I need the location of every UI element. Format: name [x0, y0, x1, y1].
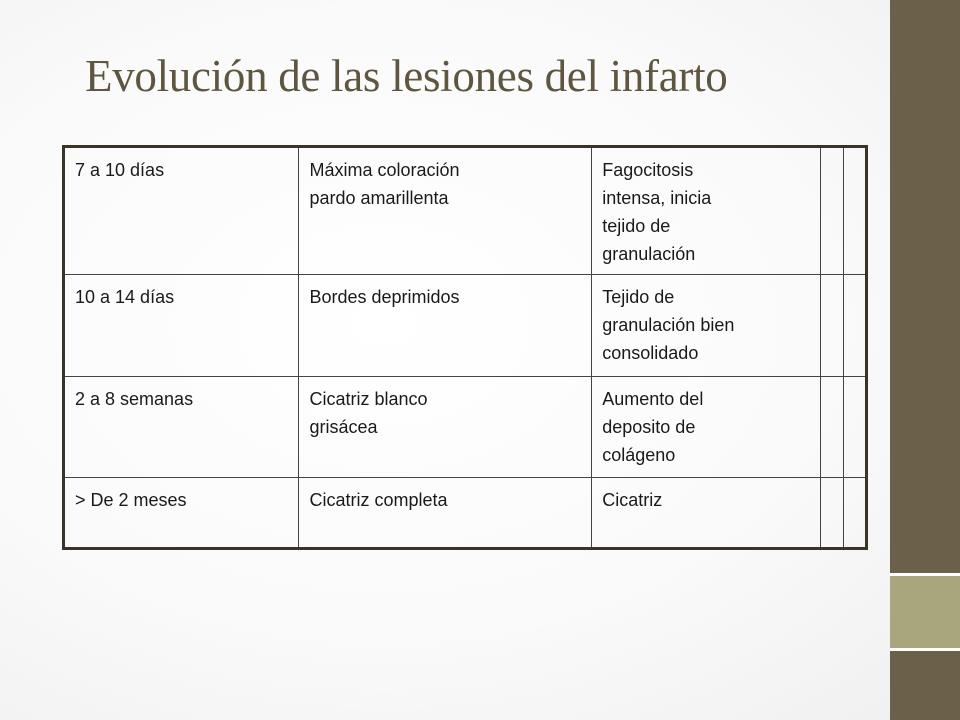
table-cell-gross: [299, 377, 592, 478]
table-cell-time: [64, 377, 299, 478]
sidebar-band-middle: [890, 575, 960, 650]
table-row: [64, 478, 867, 549]
sidebar-divider-bottom: [890, 648, 960, 651]
cell-text: 2 a 8 semanas: [75, 389, 194, 409]
cell-text: Aumento del deposito de colágeno: [602, 389, 704, 465]
cell-text: 7 a 10 días: [75, 160, 165, 180]
cell-text: 10 a 14 días: [75, 287, 175, 307]
slide-title: Evolución de las lesiones del infarto: [85, 51, 728, 101]
table-cell-empty: [843, 478, 866, 549]
table-cell-empty: [821, 147, 843, 275]
sidebar-band-bottom: [890, 650, 960, 720]
cell-text: Bordes deprimidos: [309, 287, 460, 307]
table-cell-time: [64, 147, 299, 275]
table-cell-empty: [843, 147, 866, 275]
cell-text: Cicatriz blanco grisácea: [309, 389, 428, 437]
table-row: [64, 275, 867, 377]
table-cell-micro: [592, 147, 821, 275]
table-cell-empty: [821, 478, 843, 549]
table-cell-time: [64, 275, 299, 377]
table-cell-gross: [299, 147, 592, 275]
table-row: [64, 377, 867, 478]
table-cell-time: [64, 478, 299, 549]
cell-text: > De 2 meses: [75, 490, 187, 510]
table-cell-empty: [821, 377, 843, 478]
cell-text: Tejido de granulación bien consolidado: [602, 287, 735, 363]
table-cell-micro: [592, 275, 821, 377]
cell-text: Cicatriz: [602, 490, 663, 510]
table-cell-micro: [592, 377, 821, 478]
table-cell-gross: [299, 275, 592, 377]
cell-text: Fagocitosis intensa, inicia tejido de granulación: [602, 160, 712, 264]
table-cell-empty: [843, 377, 866, 478]
table-cell-gross: [299, 478, 592, 549]
table-cell-micro: [592, 478, 821, 549]
table-cell-empty: [821, 275, 843, 377]
cell-text: Máxima coloración pardo amarillenta: [309, 160, 460, 208]
sidebar-divider-top: [890, 573, 960, 576]
table-cell-empty: [843, 275, 866, 377]
cell-text: Cicatriz completa: [309, 490, 448, 510]
decorative-sidebar: [890, 0, 960, 720]
table-row: [64, 147, 867, 275]
sidebar-band-top: [890, 0, 960, 575]
infarct-evolution-table: [62, 145, 868, 550]
